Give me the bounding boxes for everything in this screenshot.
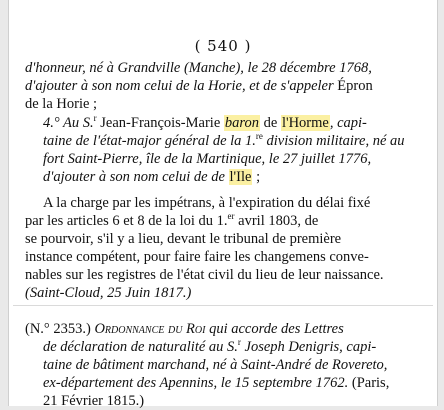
document-page (8, 0, 438, 409)
text-run: Ordonnance du Roi (94, 321, 206, 337)
text-line (43, 169, 260, 186)
text-run: qui accorde des Lettres (205, 321, 344, 337)
text-line (25, 249, 369, 266)
text-run: Joseph Denigris, capi- (240, 339, 377, 355)
text-run: instance compétent, pour faire faire les changemens conve- (25, 249, 369, 265)
text-line (43, 115, 367, 132)
text-run: , capi- (329, 115, 367, 131)
text-line (43, 195, 370, 212)
text-line (43, 357, 387, 374)
text-run: ex-département des Apennins, le 15 septembre 1762. (43, 375, 349, 391)
text-run: de (260, 115, 281, 131)
text-run: de la Horie ; (25, 96, 98, 112)
text-run: ; (252, 169, 261, 185)
text-run: fort Saint-Pierre, île de la Martinique, le 27 juillet 1776, (43, 151, 372, 167)
text-run: (Saint-Cloud, 25 Juin 1817.) (25, 285, 192, 301)
search-highlight: l'Horme (281, 115, 329, 131)
text-run: d'ajouter à son nom celui de de (43, 169, 229, 185)
text-line (25, 60, 372, 77)
text-run: taine de bâtiment marchand, né à Saint-André de Rovereto, (43, 357, 388, 373)
text-line (43, 375, 389, 392)
text-run: avril 1803, de (234, 213, 319, 229)
text-run: A la charge par les impétrans, à l'expiration du délai fixé (43, 195, 371, 211)
text-line (25, 231, 341, 248)
page-number: ( 540 ) (194, 37, 252, 55)
text-run: d'ajouter à son nom celui de la Horie, et de s'appeler (25, 78, 334, 94)
text-line (43, 151, 371, 168)
text-line (25, 267, 384, 284)
text-run: nables sur les registres de l'état civil du lieu de leur naissance. (25, 267, 384, 283)
text-run: taine de l'état-major général de la 1. (43, 133, 256, 149)
text-line (25, 285, 191, 302)
text-run: r (237, 337, 241, 348)
text-line (25, 96, 97, 113)
text-run: d'honneur, né à Grandville (Manche), le 28 décembre 1768, (25, 60, 372, 76)
text-run: er (227, 211, 235, 222)
text-line (43, 339, 376, 356)
text-run: r (93, 113, 97, 124)
text-line (43, 393, 144, 410)
text-run: se pourvoir, s'il y a lieu, devant le tribunal de première (25, 231, 342, 247)
text-run: de déclaration de naturalité au S. (43, 339, 238, 355)
text-run: (N.° 2353.) (25, 321, 95, 337)
text-run: re (255, 131, 263, 142)
text-run: (Paris, (348, 375, 390, 391)
text-run: Jean-François-Marie (96, 115, 224, 131)
section-divider (13, 305, 433, 306)
text-line (25, 321, 344, 338)
text-line (43, 133, 405, 150)
text-run: par les articles 6 et 8 de la loi du 1. (25, 213, 228, 229)
search-highlight: l'Ile (229, 169, 252, 185)
text-run: division militaire, né au (262, 133, 405, 149)
text-run: 4.° Au S. (43, 115, 94, 131)
search-highlight: baron (224, 115, 259, 131)
text-run: 21 Février 1815.) (43, 393, 145, 409)
text-line (25, 213, 318, 230)
text-run: Épron (333, 78, 373, 94)
text-line (25, 78, 373, 95)
